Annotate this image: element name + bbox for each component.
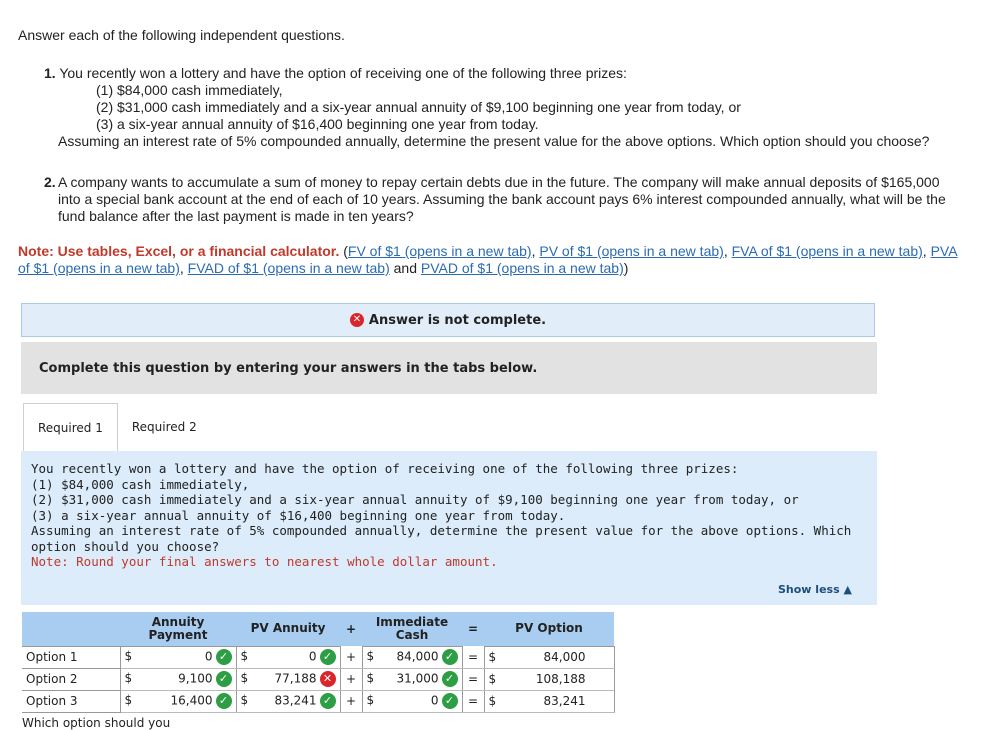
equals-sign: = [462,690,484,712]
question-1 [44,65,964,150]
cash-value: 31,000 [396,671,439,686]
header-plus: + [340,612,362,646]
tab-required-2[interactable]: Required 2 [131,420,197,434]
triangle-up-icon: ▲ [843,583,852,596]
check-icon: ✓ [320,693,336,709]
annuity-payment-input[interactable] [120,668,236,690]
annuity-payment-input[interactable] [120,690,236,712]
present-value-table [22,612,615,713]
question-2 [44,174,964,225]
dollar-sign: $ [124,693,133,707]
dollar-sign: $ [488,672,497,686]
check-icon: ✓ [442,649,458,665]
panel-line-4: (3) a six-year annual annuity of $16,400 beginning one year from today. [31,507,566,523]
dollar-sign: $ [240,693,249,707]
which-option-question: Which option should you [22,716,171,730]
q1-option-1: (1) $84,000 cash immediately, [96,82,283,98]
answer-status-text: Answer is not complete. [368,312,547,328]
header-blank [22,612,120,646]
note-and: and [389,260,421,276]
dollar-sign: $ [366,671,375,685]
annuity-value: 9,100 [178,671,213,686]
check-icon: ✓ [442,671,458,687]
pv-annuity-input[interactable] [236,668,340,690]
check-icon: ✓ [442,693,458,709]
tab-bar [23,403,211,451]
table-row [22,690,614,712]
note-line: Note: Use tables, Excel, or a financial calculator. (FV of $1 (opens in a new tab), PV of $1 (opens in a new tab), FVA of $1 (opens in a new tab), PVA of $1 (opens in a new tab), FVAD of $1 (opens in a new tab) and PVAD of $1 (opens in a new tab)) [18,243,958,276]
cash-value: 0 [430,693,439,708]
equals-sign: = [462,668,484,690]
header-immediate-cash: Immediate Cash [362,612,462,646]
show-less-label: Show less [778,583,840,596]
annuity-value: 0 [204,649,213,664]
rounding-note: Note: Round your final answers to nearest whole dollar amount. [31,554,498,569]
plus-sign: + [340,690,362,712]
link-pva[interactable]: PVA of $1 (opens in a new tab) [18,243,958,276]
dollar-sign: $ [240,671,249,685]
instruction-box [21,342,877,394]
plus-sign: + [340,646,362,668]
immediate-cash-input[interactable] [362,668,462,690]
check-icon: ✓ [216,649,232,665]
note-label: Note: Use tables, Excel, or a financial calculator. [18,243,340,259]
dollar-sign: $ [488,650,497,664]
pv-option-cell [484,668,614,690]
instruction-text: Complete this question by entering your answers in the tabs below. [39,360,538,376]
header-pv-annuity: PV Annuity [236,612,340,646]
table-row [22,668,614,690]
answer-status-bar [21,303,875,337]
pv-option-value: 108,188 [535,672,586,686]
q1-text: You recently won a lottery and have the option of receiving one of the following three prizes: [59,65,627,81]
q1-option-2: (2) $31,000 cash immediately and a six-year annual annuity of $9,100 beginning one year from today, or [96,99,741,115]
link-fva[interactable]: FVA of $1 (opens in a new tab) [731,243,923,259]
intro-text: Answer each of the following independent questions. [18,27,345,43]
tab-required-1[interactable]: Required 1 [23,403,118,451]
pv-annuity-input[interactable] [236,646,340,668]
cash-value: 84,000 [396,649,439,664]
dollar-sign: $ [366,693,375,707]
pv-option-value: 83,241 [543,694,586,708]
immediate-cash-input[interactable] [362,646,462,668]
link-fvad[interactable]: FVAD of $1 (opens in a new tab) [187,260,390,276]
immediate-cash-input[interactable] [362,690,462,712]
dollar-sign: $ [240,649,249,663]
link-fv[interactable]: FV of $1 (opens in a new tab) [347,243,532,259]
q2-number: 2. [44,174,56,190]
error-icon: ✕ [350,313,364,327]
dollar-sign: $ [124,671,133,685]
dollar-sign: $ [124,649,133,663]
question-panel [21,451,877,605]
header-equals: = [462,612,484,646]
pv-annuity-input[interactable] [236,690,340,712]
table-row [22,646,614,668]
link-pvad[interactable]: PVAD of $1 (opens in a new tab) [420,260,624,276]
q2-text: A company wants to accumulate a sum of money to repay certain debts due in the future. The company will make annual deposits of $165,000 into a special bank account at the end of each of 10 years. Assuming the bank account pays 6% interest compounded annually, what will be the fund balance after the last payment is made in ten years? [58,174,946,224]
show-less-button[interactable] [778,583,852,596]
check-icon: ✓ [320,649,336,665]
panel-line-1: You recently won a lottery and have the option of receiving one of the following three prizes: [31,461,739,476]
q1-option-3: (3) a six-year annual annuity of $16,400 beginning one year from today. [96,116,539,132]
x-icon: ✕ [320,671,336,687]
annuity-value: 16,400 [170,693,213,708]
header-pv-option: PV Option [484,612,614,646]
pv-option-cell [484,690,614,712]
header-annuity-payment: Annuity Payment [120,612,236,646]
panel-line-5: Assuming an interest rate of 5% compounded annually, determine the present value for the above options. Which option should you choose? [31,523,852,554]
note-paren-open: ( [343,243,348,259]
pv-option-cell [484,646,614,668]
row-label: Option 2 [22,668,120,690]
equals-sign: = [462,646,484,668]
pv-annuity-value: 83,241 [274,693,317,708]
annuity-payment-input[interactable] [120,646,236,668]
check-icon: ✓ [216,693,232,709]
pv-annuity-value: 0 [308,649,317,664]
panel-line-3: (2) $31,000 cash immediately and a six-year annual annuity of $9,100 beginning one year from today, or [31,492,799,507]
q1-number: 1. [44,65,56,81]
panel-line-2: (1) $84,000 cash immediately, [31,476,250,492]
pv-option-value: 84,000 [543,650,586,664]
pv-annuity-value: 77,188 [274,671,317,686]
dollar-sign: $ [366,649,375,663]
link-pv[interactable]: PV of $1 (opens in a new tab) [539,243,724,259]
row-label: Option 1 [22,646,120,668]
note-paren-close: ) [623,260,629,276]
q1-tail: Assuming an interest rate of 5% compounded annually, determine the present value for the above options. Which option should you choose? [58,133,930,149]
check-icon: ✓ [216,671,232,687]
dollar-sign: $ [488,694,497,708]
row-label: Option 3 [22,690,120,712]
plus-sign: + [340,668,362,690]
